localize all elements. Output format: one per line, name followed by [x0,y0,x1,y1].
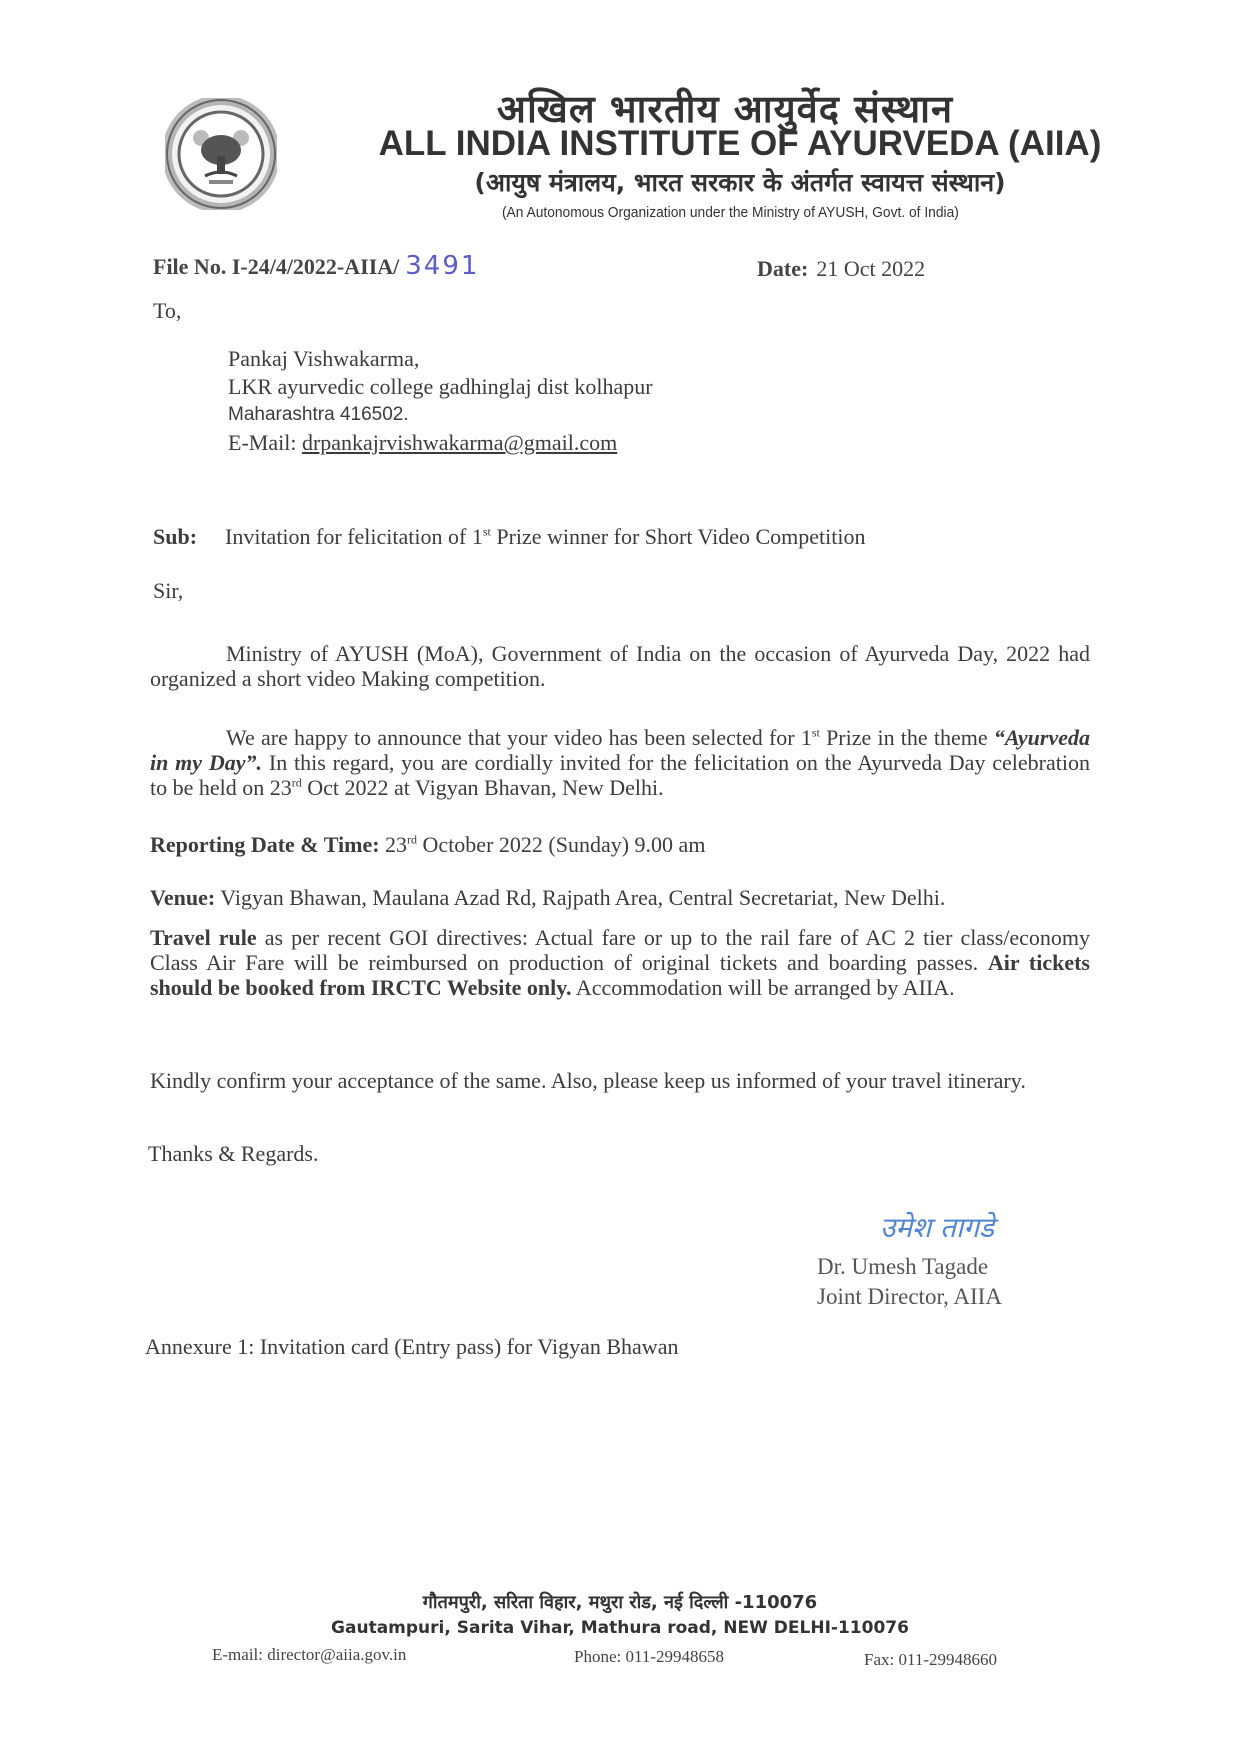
subject-line [153,524,866,549]
paragraph-announcement [150,725,1090,800]
recipient-address-line1: LKR ayurvedic college gadhinglaj dist kolhapur [228,374,653,399]
reporting-value-a: 23 [379,832,408,857]
signatory-name: Dr. Umesh Tagade [817,1254,989,1279]
travel-text-a: as per recent GOI directives: Actual fare or up to the rail fare of AC 2 tier class/economy Class Air Fare will be reimbursed on production of original tickets and boarding passes. [150,925,1091,975]
file-number-handwritten: 3491 [405,251,480,281]
file-number-label: File No. I-24/4/2022-AIIA/ [153,254,400,279]
reporting-value-b: October 2022 (Sunday) 9.00 am [417,832,706,857]
para2-text-c: In this regard, you are cordially invited for the felicitation on the Ayurveda Day celebration to be held on 23 [150,750,1090,800]
travel-text-b: Accommodation will be arranged by AIIA. [571,975,955,1000]
email-label: E-Mail: [228,430,297,455]
venue-value: Vigyan Bhawan, Maulana Azad Rd, Rajpath Area, Central Secretariat, New Delhi. [215,885,946,910]
recipient-email-row [228,429,653,457]
para2-text-d: Oct 2022 at Vigyan Bhavan, New Delhi. [301,775,664,800]
venue-line [150,885,945,910]
reporting-date-time [150,832,705,857]
reporting-sup: rd [407,832,418,847]
handwritten-signature: उमेश तागडे [880,1211,994,1244]
recipient-address [228,345,653,457]
subject-sup: st [482,524,491,539]
travel-rule-label: Travel rule [150,925,257,950]
closing: Thanks & Regards. [148,1141,319,1166]
theme-title: “Ayurveda in my Day”. [150,725,1090,775]
reporting-label: Reporting Date & Time: [150,832,380,857]
file-number [153,251,479,281]
confirmation-paragraph: Kindly confirm your acceptance of the same. Also, please keep us informed of your travel itinerary. [150,1068,1026,1093]
signatory-block [817,1252,1002,1312]
venue-label: Venue: [150,885,216,910]
travel-irctc-note: Air tickets should be booked from IRCTC Website only. [150,950,1090,1000]
footer-fax: Fax: 011-29948660 [864,1650,998,1669]
para2-sup1: st [811,725,820,740]
signatory-designation: Joint Director, AIIA [817,1284,1002,1309]
footer-hindi-address: गौतमपुरी, सरिता विहार, मथुरा रोड, नई दिल्ली -110076 [422,1592,818,1613]
annexure-note: Annexure 1: Invitation card (Entry pass) for Vigyan Bhawan [145,1334,679,1359]
to-salutation: To, [153,298,182,323]
paragraph-competition [150,641,1090,691]
subject-text: Invitation for felicitation of 1 [225,524,483,549]
institute-hindi-subtitle: (आयुष मंत्रालय, भारत सरकार के अंतर्गत स्वायत्त संस्थान) [474,168,1006,197]
recipient-email-link[interactable]: drpankajrvishwakarma@gmail.com [301,430,618,455]
para2-sup2: rd [291,775,302,790]
recipient-name: Pankaj Vishwakarma, [228,346,420,371]
date-value: 21 Oct 2022 [816,256,926,281]
recipient-address-line2: Maharashtra 416502. [228,404,409,425]
institute-english-subtitle: (An Autonomous Organization under the Ministry of AYUSH, Govt. of India) [501,204,959,221]
para2-text-a: We are happy to announce that your video has been selected for 1 [226,725,812,750]
greeting: Sir, [153,578,184,603]
footer-english-address: Gautampuri, Sarita Vihar, Mathura road, NEW DELHI-110076 [331,1618,909,1638]
footer-phone: Phone: 011-29948658 [574,1647,725,1666]
institute-english-title: ALL INDIA INSTITUTE OF AYURVEDA (AIIA) [378,124,1102,163]
subject-text-rest: Prize winner for Short Video Competition [490,524,866,549]
institute-hindi-title: अखिल भारतीय आयुर्वेद संस्थान [496,87,954,131]
footer-email: E-mail: director@aiia.gov.in [212,1645,407,1664]
letter-date [757,256,925,282]
para2-text-b: Prize in the theme [819,725,994,750]
paragraph-1-text: Ministry of AYUSH (MoA), Government of India on the occasion of Ayurveda Day, 2022 had organized a short video Making competition. [150,641,1090,691]
subject-label: Sub: [153,524,198,549]
date-label: Date: [757,256,809,281]
travel-rule-paragraph [150,925,1090,1000]
